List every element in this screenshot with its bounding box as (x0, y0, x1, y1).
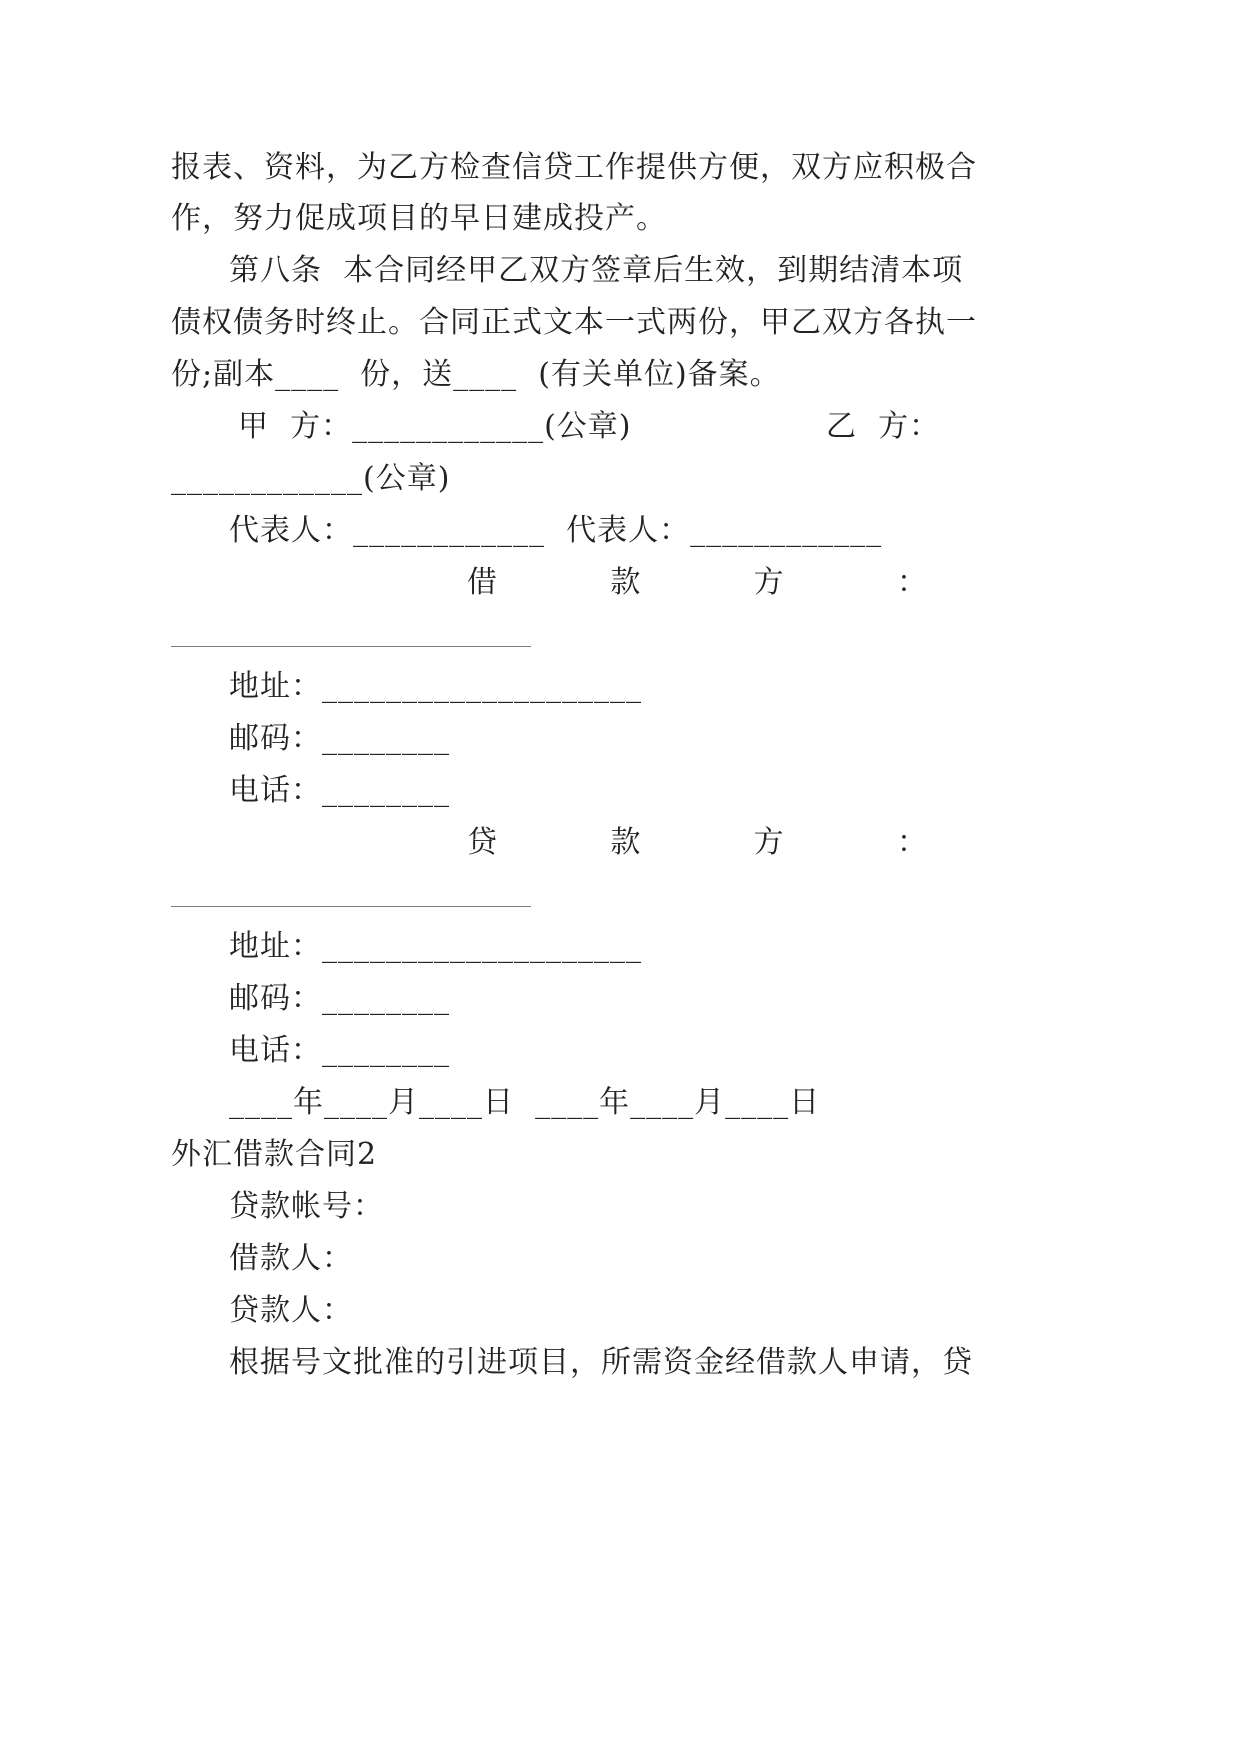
contract-2-body-line-1: 根据号文批准的引进项目，所需资金经借款人申请，贷 (229, 1345, 973, 1380)
date-line: ____年____月____日 ____年____月____日 (229, 1085, 821, 1120)
borrower-phone: 电话：________ (229, 773, 450, 808)
lender-heading-char-2: 款 (610, 825, 641, 860)
borrower-heading-char-1: 借 (467, 565, 497, 600)
article-8-line-3: 份;副本____ 份，送____ (有关单位)备案。 (171, 357, 781, 392)
lender-heading-char-1: 贷 (467, 825, 497, 860)
borrower-postcode: 邮码：________ (229, 721, 450, 756)
representatives-line: 代表人：____________ 代表人：____________ (229, 513, 883, 548)
party-a-seal-line: 甲 方：____________(公章) (238, 409, 632, 444)
lender-name-rule: ________________________________________________ (171, 889, 531, 907)
lender-address: 地址：____________________ (229, 929, 642, 964)
lender-label: 贷款人： (229, 1293, 353, 1328)
party-b-label: 乙 方： (826, 409, 941, 444)
borrower-name-rule: ________________________________________________ (171, 629, 531, 647)
loan-account-label: 贷款帐号： (229, 1189, 384, 1224)
paragraph-line-2: 作，努力促成项目的早日建成投产。 (171, 201, 667, 236)
lender-heading-char-4: ： (896, 825, 927, 860)
contract-2-title: 外汇借款合同2 (171, 1137, 378, 1172)
paragraph-line-1: 报表、资料，为乙方检查信贷工作提供方便，双方应积极合 (171, 150, 977, 185)
article-8-line-2: 债权债务时终止。合同正式文本一式两份，甲乙双方各执一 (171, 305, 977, 340)
borrower-heading-char-2: 款 (610, 565, 641, 600)
lender-heading (467, 823, 927, 863)
article-8-line-1: 第八条 本合同经甲乙双方签章后生效，到期结清本项 (229, 253, 964, 288)
borrower-heading-char-4: ： (896, 565, 927, 600)
borrower-heading (467, 563, 927, 603)
party-b-seal-line: ____________(公章) (171, 461, 451, 496)
borrower-address: 地址：____________________ (229, 669, 642, 704)
borrower-heading-char-3: 方 (753, 565, 784, 600)
borrower-label: 借款人： (229, 1241, 353, 1276)
lender-postcode: 邮码：________ (229, 981, 450, 1016)
lender-phone: 电话：________ (229, 1033, 450, 1068)
lender-heading-char-3: 方 (753, 825, 784, 860)
